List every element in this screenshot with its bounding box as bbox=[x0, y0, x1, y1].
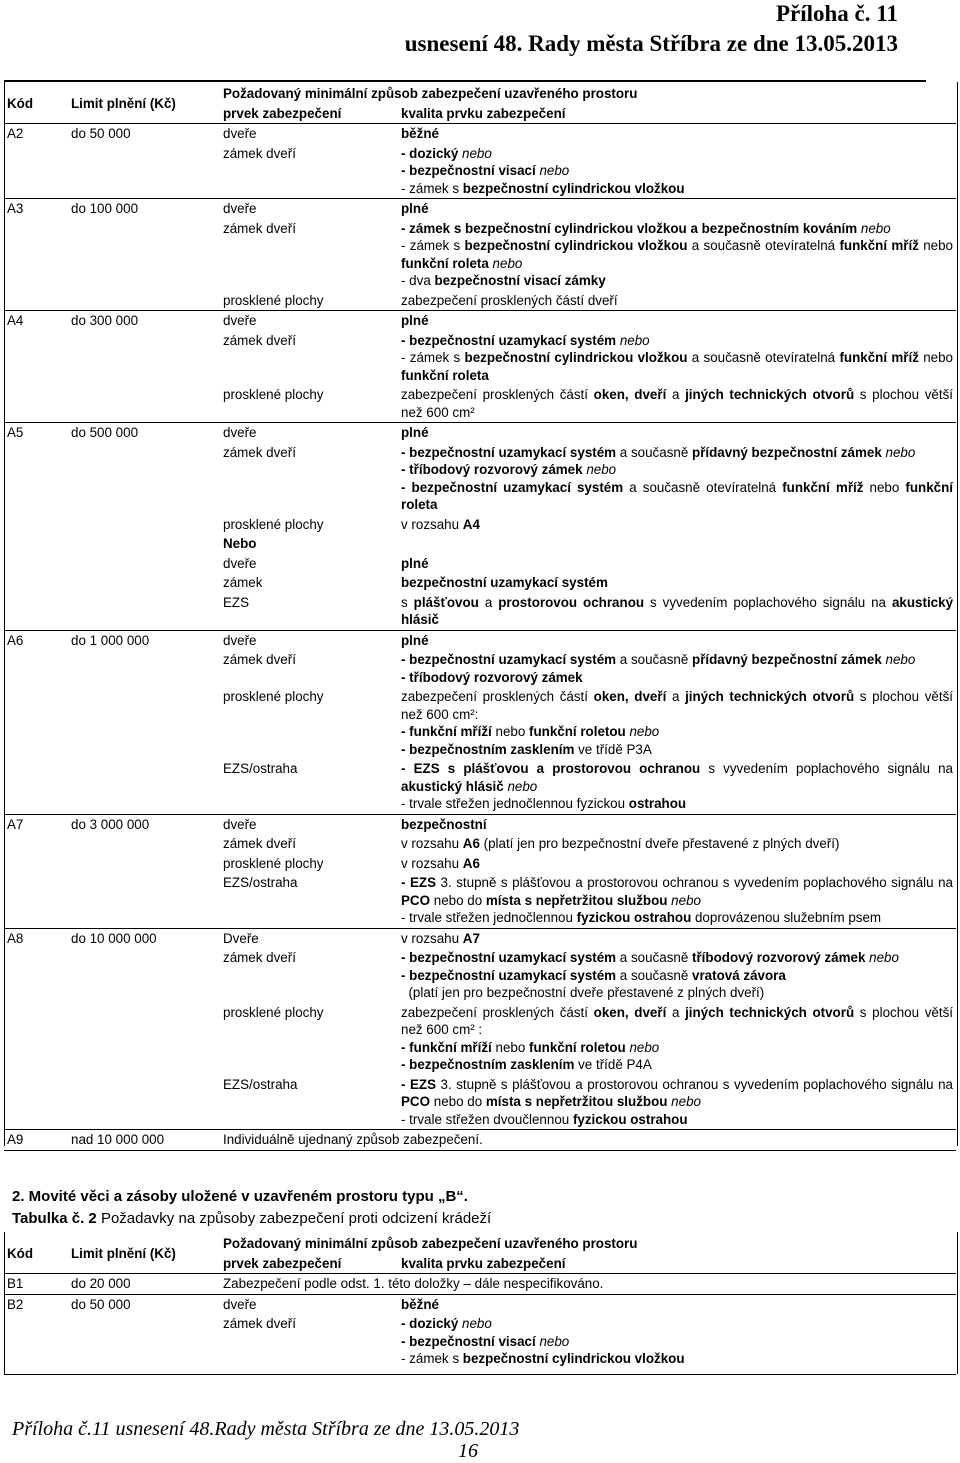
table-row: prosklené plochy zabezpečení prosklených částí oken, dveří a jiných technických otvorů s plochou větší než 600 cm² bbox=[223, 387, 953, 420]
table-row: zámek dveří - bezpečnostní uzamykací systém a současně přídavný bezpečnostní zámek nebo - tříbodový rozvorový zámek bbox=[223, 652, 916, 685]
security-table-a bbox=[4, 84, 956, 1151]
table-row: zámek bezpečnostní uzamykací systém bbox=[223, 575, 608, 590]
col-prvek-header: prvek zabezpečení bbox=[223, 105, 342, 121]
col-kvalita-header: kvalita prvku zabezpečení bbox=[401, 1255, 566, 1271]
table-row: EZS/ostraha - EZS 3. stupně s plášťovou a prostorovou ochranou s vyvedením poplachového signálu na PCO nebo do místa s nepřetržitou službou nebo - trvale střežen dvoučlennou fyzickou ostrahou bbox=[223, 1076, 953, 1127]
page-number: 16 bbox=[458, 1440, 478, 1462]
table2-bottom-rule bbox=[4, 1374, 956, 1375]
table-row: A7 do 3 000 000 dveře bezpečnostní bbox=[4, 814, 956, 834]
table-row: A6 do 1 000 000 dveře plné bbox=[4, 630, 956, 650]
section2-title: 2. Movité věci a zásoby uložené v uzavřeném prostoru typu „B“. bbox=[12, 1188, 468, 1205]
table-row: Nebo bbox=[223, 536, 257, 551]
table-row: EZS s plášťovou a prostorovou ochranou s vyvedením poplachového signálu na akustický hlásič bbox=[223, 594, 954, 627]
col-kod-header: Kód bbox=[7, 1245, 34, 1261]
header-title-line1: Příloha č. 11 bbox=[775, 1, 898, 26]
col-prvek-header: prvek zabezpečení bbox=[223, 1255, 342, 1271]
table-row: prosklené plochy v rozsahu A4 bbox=[223, 516, 480, 532]
table-row: prosklené plochy zabezpečení prosklených částí oken, dveří a jiných technických otvorů s plochou větší než 600 cm² : - funkční mříží nebo funkční roletou nebo - bezpečnostním zasklením ve třídě P4A bbox=[223, 1004, 953, 1072]
table-row: zámek dveří - bezpečnostní uzamykací systém nebo - zámek s bezpečnostní cylindrickou vložkou a současně otevíratelná funkční mříž nebo funkční roleta bbox=[223, 332, 954, 383]
col-requirement-header: Požadovaný minimální způsob zabezpečení uzavřeného prostoru bbox=[223, 86, 638, 101]
header-title-line2: usnesení 48. Rady města Stříbra ze dne 13.05.2013 bbox=[404, 31, 898, 56]
table2-caption: Tabulka č. 2 Požadavky na způsoby zabezpečení proti odcizení krádeží bbox=[12, 1210, 492, 1227]
col-kod-header: Kód bbox=[7, 95, 34, 111]
table-row: zámek dveří - dozický nebo - bezpečnostní visací nebo - zámek s bezpečnostní cylindrickou vložkou bbox=[223, 1316, 685, 1366]
table-row: A4 do 300 000 dveře plné bbox=[4, 311, 956, 331]
table-row: prosklené plochy v rozsahu A6 bbox=[223, 855, 480, 871]
table-row: A9 nad 10 000 000 Individuálně ujednaný způsob zabezpečení. bbox=[4, 1130, 956, 1151]
col-requirement-header: Požadovaný minimální způsob zabezpečení uzavřeného prostoru bbox=[223, 1236, 638, 1251]
table-row: zámek dveří - zámek s bezpečnostní cylindrickou vložkou a bezpečnostním kováním nebo - zámek s bezpečnostní cylindrickou vložkou a současně otevíratelná funkční mříž nebo funkční roleta nebo - dva bezpečnostní visací zámky bbox=[223, 220, 954, 288]
table-row: A3 do 100 000 dveře plné bbox=[4, 199, 956, 219]
table-row: A2 do 50 000 dveře běžné bbox=[4, 124, 956, 144]
security-table-b bbox=[4, 1234, 956, 1369]
table-row: EZS/ostraha - EZS s plášťovou a prostorovou ochranou s vyvedením poplachového signálu na akustický hlásič nebo - trvale střežen jednočlennou fyzickou ostrahou bbox=[223, 761, 953, 811]
col-limit-header: Limit plnění (Kč) bbox=[71, 95, 176, 111]
table-row: B2 do 50 000 dveře běžné bbox=[4, 1294, 956, 1314]
table-row: EZS/ostraha - EZS 3. stupně s plášťovou a prostorovou ochranou s vyvedením poplachového signálu na PCO nebo do místa s nepřetržitou službou nebo - trvale střežen jednočlennou fyzickou ostrahou doprovázenou služebním psem bbox=[223, 875, 953, 925]
table-row: A8 do 10 000 000 Dveře v rozsahu A7 bbox=[4, 928, 956, 948]
table-row: zámek dveří - bezpečnostní uzamykací systém a současně přídavný bezpečnostní zámek nebo - tříbodový rozvorový zámek nebo - bezpečnostní uzamykací systém a současně otevíratelná funkční mříž nebo funkční roleta bbox=[223, 444, 954, 512]
table-row: prosklené plochy zabezpečení prosklených částí dveří bbox=[223, 292, 618, 308]
table-row: A5 do 500 000 dveře plné bbox=[4, 423, 956, 443]
table-row: prosklené plochy zabezpečení prosklených částí oken, dveří a jiných technických otvorů s plochou větší než 600 cm²: - funkční mříží nebo funkční roletou nebo - bezpečnostním zasklením ve třídě P3A bbox=[223, 689, 953, 757]
footer-text: Příloha č.11 usnesení 48.Rady města Stříbra ze dne 13.05.2013 bbox=[12, 1418, 520, 1440]
col-limit-header: Limit plnění (Kč) bbox=[71, 1245, 176, 1261]
table-row: zámek dveří - dozický nebo - bezpečnostní visací nebo - zámek s bezpečnostní cylindrickou vložkou bbox=[223, 145, 685, 196]
table-row: dveře plné bbox=[223, 555, 429, 571]
table-row: zámek dveří v rozsahu A6 (platí jen pro bezpečnostní dveře přestavené z plných dveří) bbox=[223, 836, 840, 851]
col-kvalita-header: kvalita prvku zabezpečení bbox=[401, 105, 566, 121]
table-row: B1 do 20 000 Zabezpečení podle odst. 1. této doložky – dále nespecifikováno. bbox=[4, 1274, 956, 1295]
table-row: zámek dveří - bezpečnostní uzamykací systém a současně tříbodový rozvorový zámek nebo - bezpečnostní uzamykací systém a současně vratová závora (platí jen pro bezpečnostní dveře přestavené z plných dveří) bbox=[223, 950, 899, 1000]
